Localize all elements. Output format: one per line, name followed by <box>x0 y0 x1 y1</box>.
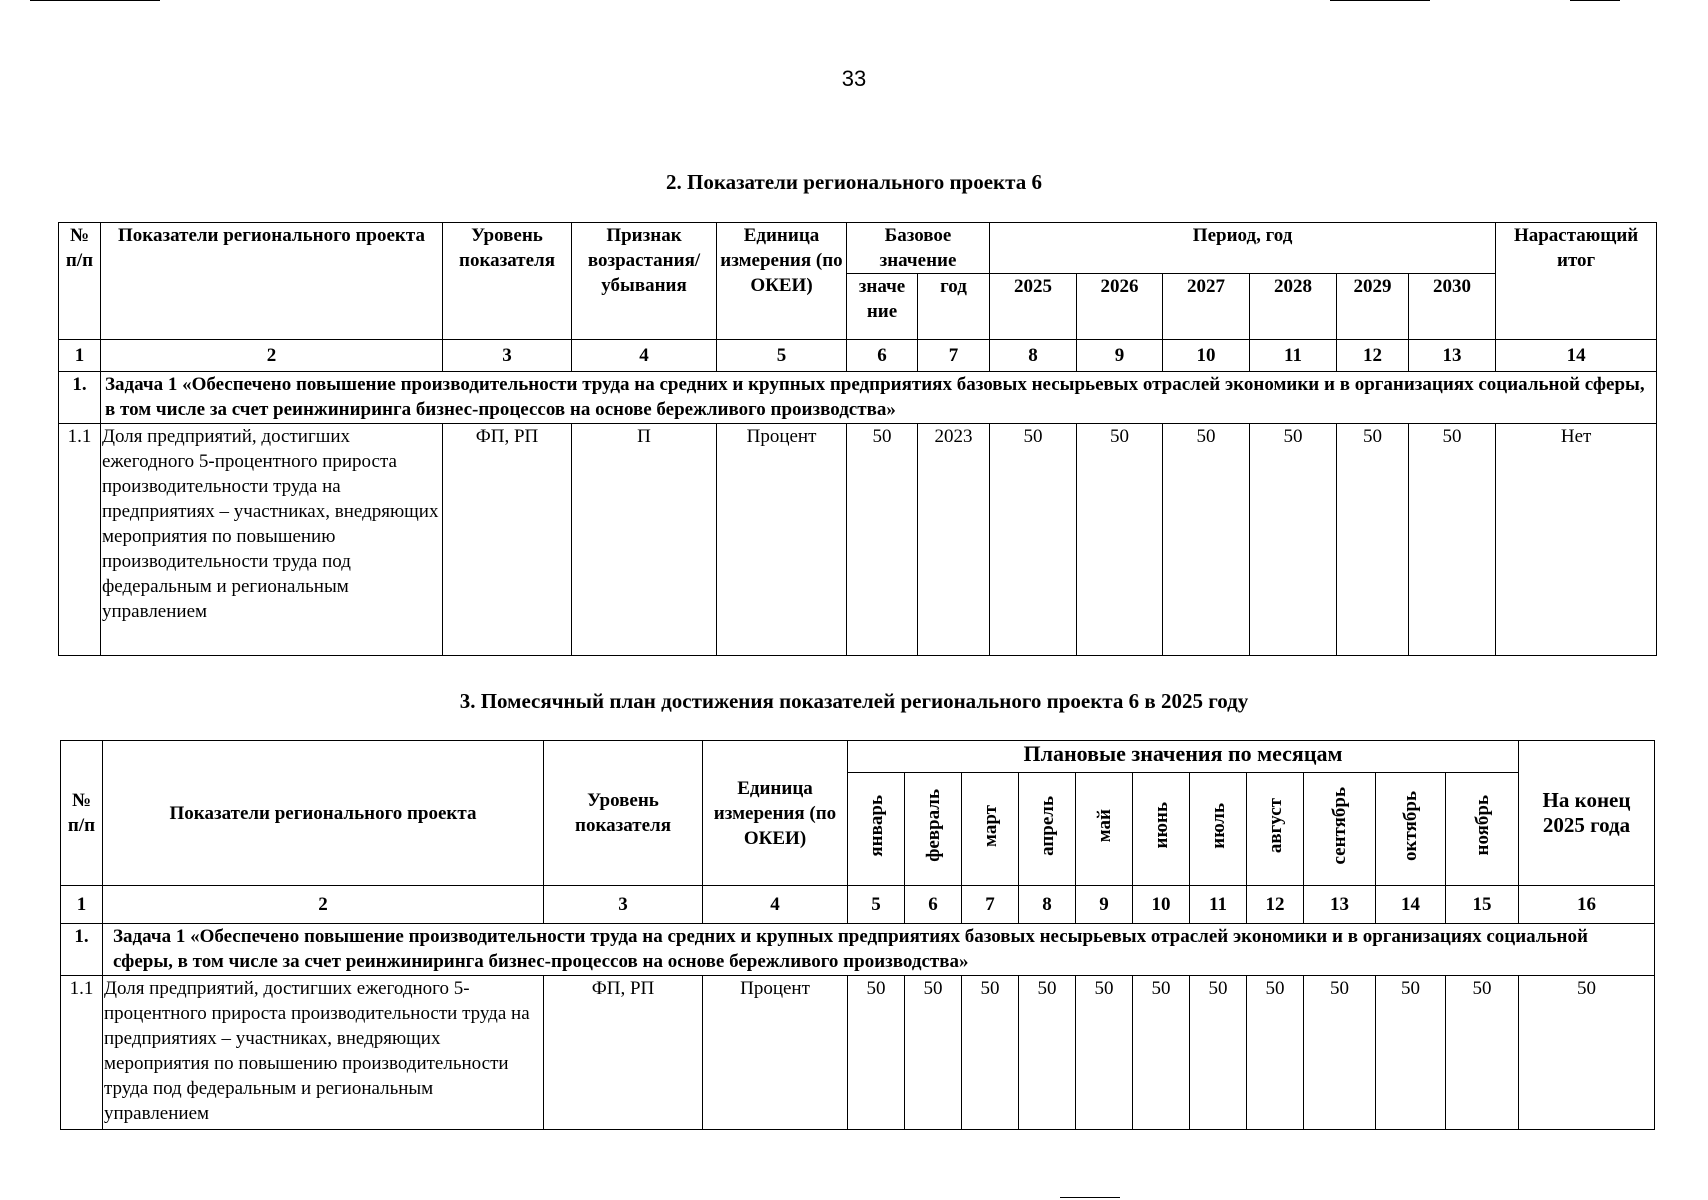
header-cumulative: Нарастающий итог <box>1496 223 1657 340</box>
top-edge-mark <box>30 0 160 1</box>
monthly-plan-table <box>60 740 1655 1130</box>
header-period: Период, год <box>990 223 1496 274</box>
month-value: 50 <box>1247 976 1304 1130</box>
month-value: 50 <box>848 976 905 1130</box>
year-value: 50 <box>1250 424 1337 656</box>
column-number: 10 <box>1133 886 1190 924</box>
header-end: На конец 2025 года <box>1519 741 1655 886</box>
header-month: январь <box>848 773 905 886</box>
header-monthly: Плановые значения по месяцам <box>848 741 1519 773</box>
month-value: 50 <box>1446 976 1519 1130</box>
indicator-trend: П <box>572 424 717 656</box>
month-value: 50 <box>1304 976 1376 1130</box>
year-value: 50 <box>1077 424 1163 656</box>
column-number: 5 <box>848 886 905 924</box>
column-number: 15 <box>1446 886 1519 924</box>
column-number: 3 <box>443 340 572 372</box>
column-number: 7 <box>962 886 1019 924</box>
row-number: 1.1 <box>61 976 103 1130</box>
column-number: 10 <box>1163 340 1250 372</box>
column-number: 5 <box>717 340 847 372</box>
base-value: 50 <box>847 424 918 656</box>
column-number: 1 <box>61 886 103 924</box>
header-month: июль <box>1190 773 1247 886</box>
header-month: май <box>1076 773 1133 886</box>
header-month: февраль <box>905 773 962 886</box>
header-trend: Признак возрастания/ убывания <box>572 223 717 340</box>
indicator-level: ФП, РП <box>544 976 703 1130</box>
column-number: 12 <box>1247 886 1304 924</box>
year-value: 50 <box>1337 424 1409 656</box>
header-indicator: Показатели регионального проекта <box>101 223 443 340</box>
cumulative-value: Нет <box>1496 424 1657 656</box>
header-year: 2028 <box>1250 274 1337 340</box>
column-number: 12 <box>1337 340 1409 372</box>
indicator-level: ФП, РП <box>443 424 572 656</box>
task-description: Задача 1 «Обеспечено повышение производительности труда на средних и крупных предприятиях базовых несырьевых отраслей экономики и в организациях социальной сферы, в том числе за счет реинжиниринга бизнес-процессов на основе бережливого производства» <box>101 372 1657 424</box>
base-year: 2023 <box>918 424 990 656</box>
column-number: 16 <box>1519 886 1655 924</box>
indicator-name: Доля предприятий, достигших ежегодного 5-процентного прироста производительности труда на предприятиях – участниках, внедряющих мероприятия по повышению производительности труда под федеральным и региональным управлением <box>103 976 544 1130</box>
header-month: июнь <box>1133 773 1190 886</box>
task-description: Задача 1 «Обеспечено повышение производительности труда на средних и крупных предприятиях базовых несырьевых отраслей экономики и в организациях социальной сферы, в том числе за счет реинжиниринга бизнес-процессов на основе бережливого производства» <box>103 924 1655 976</box>
header-year: 2025 <box>990 274 1077 340</box>
bottom-edge-mark <box>1060 1197 1120 1198</box>
indicator-unit: Процент <box>717 424 847 656</box>
header-month: март <box>962 773 1019 886</box>
year-value: 50 <box>990 424 1077 656</box>
header-month: сентябрь <box>1304 773 1376 886</box>
column-number: 7 <box>918 340 990 372</box>
column-number: 8 <box>990 340 1077 372</box>
year-value: 50 <box>1163 424 1250 656</box>
section-2-title: 2. Показатели регионального проекта 6 <box>666 170 1042 194</box>
header-month: октябрь <box>1376 773 1446 886</box>
task-number: 1. <box>59 372 101 424</box>
header-num: № п/п <box>59 223 101 340</box>
header-month: ноябрь <box>1446 773 1519 886</box>
header-year: 2029 <box>1337 274 1409 340</box>
header-year: 2026 <box>1077 274 1163 340</box>
column-number: 8 <box>1019 886 1076 924</box>
column-number: 3 <box>544 886 703 924</box>
column-number: 13 <box>1304 886 1376 924</box>
month-value: 50 <box>1076 976 1133 1130</box>
column-number: 2 <box>101 340 443 372</box>
header-year: 2027 <box>1163 274 1250 340</box>
column-number: 6 <box>847 340 918 372</box>
header-unit: Единица измерения (по ОКЕИ) <box>703 741 848 886</box>
column-number: 11 <box>1190 886 1247 924</box>
month-value: 50 <box>905 976 962 1130</box>
indicator-unit: Процент <box>703 976 848 1130</box>
header-level: Уровень показателя <box>544 741 703 886</box>
page-number: 33 <box>841 66 867 91</box>
header-base-year: год <box>918 274 990 340</box>
row-number: 1.1 <box>59 424 101 656</box>
header-base: Базовое значение <box>847 223 990 274</box>
header-indicator: Показатели регионального проекта <box>103 741 544 886</box>
header-unit: Единица измерения (по ОКЕИ) <box>717 223 847 340</box>
header-num: № п/п <box>61 741 103 886</box>
column-number: 2 <box>103 886 544 924</box>
column-number: 9 <box>1076 886 1133 924</box>
month-value: 50 <box>1019 976 1076 1130</box>
column-number: 6 <box>905 886 962 924</box>
column-number: 9 <box>1077 340 1163 372</box>
column-number: 14 <box>1376 886 1446 924</box>
column-number: 1 <box>59 340 101 372</box>
header-year: 2030 <box>1409 274 1496 340</box>
year-value: 50 <box>1409 424 1496 656</box>
indicator-name: Доля предприятий, достигших ежегодного 5-процентного прироста производительности труда на предприятиях – участниках, внедряющих мероприятия по повышению производительности труда под федеральным и региональным управлением <box>101 424 443 656</box>
month-value: 50 <box>962 976 1019 1130</box>
task-number: 1. <box>61 924 103 976</box>
column-number: 13 <box>1409 340 1496 372</box>
header-base-value: значе ние <box>847 274 918 340</box>
header-month: август <box>1247 773 1304 886</box>
top-edge-mark <box>1570 0 1620 1</box>
end-of-year-value: 50 <box>1519 976 1655 1130</box>
header-month: апрель <box>1019 773 1076 886</box>
column-number: 4 <box>572 340 717 372</box>
indicators-table <box>58 222 1657 656</box>
month-value: 50 <box>1133 976 1190 1130</box>
column-number: 14 <box>1496 340 1657 372</box>
month-value: 50 <box>1190 976 1247 1130</box>
month-value: 50 <box>1376 976 1446 1130</box>
header-level: Уровень показателя <box>443 223 572 340</box>
column-number: 4 <box>703 886 848 924</box>
column-number: 11 <box>1250 340 1337 372</box>
section-3-title: 3. Помесячный план достижения показателей регионального проекта 6 в 2025 году <box>459 689 1249 713</box>
top-edge-mark <box>1330 0 1430 1</box>
